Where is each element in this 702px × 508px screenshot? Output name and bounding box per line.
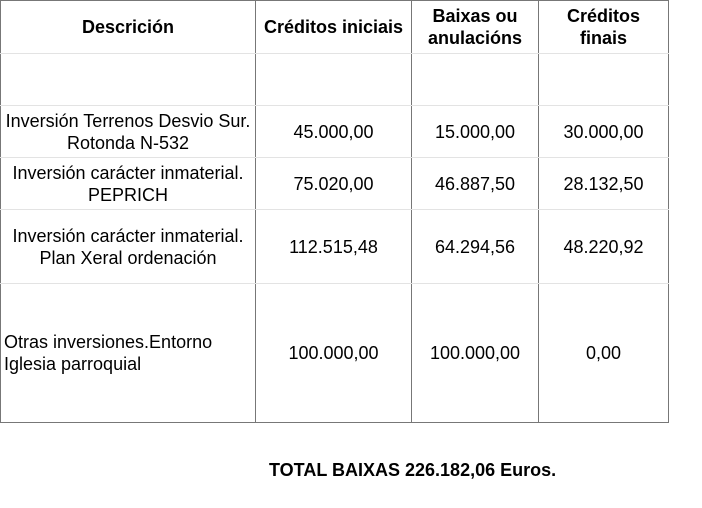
table-row <box>1 284 669 423</box>
cell-initial: 100.000,00 <box>256 284 412 423</box>
header-description: Descrición <box>1 1 256 54</box>
cell-reductions: 64.294,56 <box>412 210 539 284</box>
cell-final <box>539 54 669 106</box>
cell-initial <box>256 54 412 106</box>
cell-final: 28.132,50 <box>539 158 669 210</box>
table-row <box>1 158 669 210</box>
cell-final: 30.000,00 <box>539 106 669 158</box>
cell-initial: 112.515,48 <box>256 210 412 284</box>
table-row <box>1 54 669 106</box>
cell-reductions: 100.000,00 <box>412 284 539 423</box>
cell-reductions <box>412 54 539 106</box>
table-row <box>1 210 669 284</box>
table-row <box>1 106 669 158</box>
total-reductions-text: TOTAL BAIXAS 226.182,06 Euros. <box>269 460 557 480</box>
cell-description: Inversión Terrenos Desvio Sur. Rotonda N-532 <box>1 106 256 158</box>
cell-final: 0,00 <box>539 284 669 423</box>
cell-reductions: 15.000,00 <box>412 106 539 158</box>
header-row <box>1 1 669 54</box>
cell-description: Inversión carácter inmaterial. PEPRICH <box>1 158 256 210</box>
cell-initial: 45.000,00 <box>256 106 412 158</box>
header-reductions: Baixas ou anulacións <box>412 1 539 54</box>
cell-description <box>1 54 256 106</box>
cell-initial: 75.020,00 <box>256 158 412 210</box>
cell-description: Otras inversiones.Entorno Iglesia parroquial <box>1 284 256 423</box>
cell-final: 48.220,92 <box>539 210 669 284</box>
header-initial-credits: Créditos iniciais <box>256 1 412 54</box>
header-final-credits: Créditos finais <box>539 1 669 54</box>
cell-description: Inversión carácter inmaterial. Plan Xeral ordenación <box>1 210 256 284</box>
cell-reductions: 46.887,50 <box>412 158 539 210</box>
